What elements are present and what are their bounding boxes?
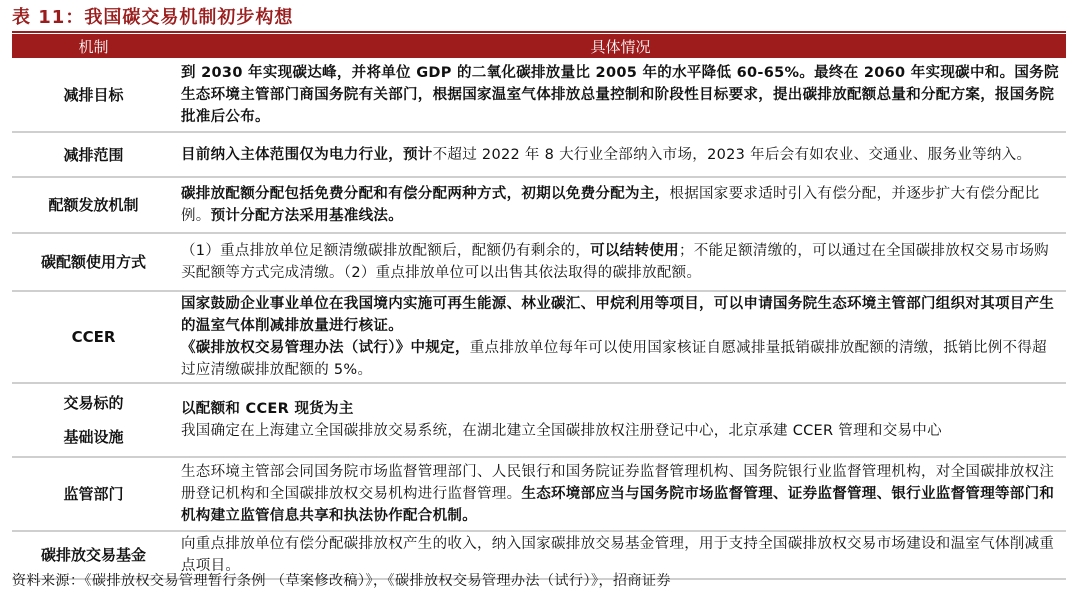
detail-cell [175,457,1066,531]
mechanism-cell: 减排范围 [12,132,175,177]
table-title: 表 11：我国碳交易机制初步构想 [12,7,294,28]
detail-text-segment: 向重点排放单位有偿分配碳排放权产生的收入，纳入国家碳排放交易基金管理，用于支持全国碳排放权交易市场建设和温室气体削减重点项目。 [181,536,1055,574]
detail-text-segment: 碳排放配额分配包括免费分配和有偿分配两种方式，初期以免费分配为主， [181,186,670,202]
detail-cell [175,177,1066,233]
mechanism-cell: 碳配额使用方式 [12,233,175,291]
source-note: 资料来源：《碳排放权交易管理暂行条例 （草案修改稿）》，《碳排放权交易管理办法（试行）》，招商证券 [12,573,671,589]
detail-text-segment: 生态环境主管部会同国务院市场监督管理部门、人民银行和国务院证券监督管理机构、国务院银行业监督管理机构，对全国碳排放权注册登记机构和全国碳排放权交易机构进行监督管理。 [181,464,1055,502]
detail-cell [175,383,1066,457]
mechanism-cell: CCER [12,291,175,383]
mechanism-cell: 碳排放交易基金 [12,531,175,579]
table-header-row [12,34,1066,58]
detail-text-segment: 《碳排放权交易管理办法（试行）》中规定， [181,340,470,356]
mechanism-cell: 监管部门 [12,457,175,531]
table-row [12,58,1066,132]
header-details: 具体情况 [175,34,1066,58]
title-divider [12,31,1066,33]
detail-text-segment: 以配额和 CCER 现货为主 [181,401,354,417]
detail-text-segment: 根据国家要求适时引入有偿分配，并逐步扩大有偿分配比例。 [181,186,1040,224]
header-mechanism: 机制 [12,34,175,58]
mechanism-cell: 配额发放机制 [12,177,175,233]
table-row [12,177,1066,233]
detail-text-segment: 预计分配方法采用基准线法。 [210,208,404,224]
detail-cell [175,291,1066,383]
mechanism-cell: 减排目标 [12,58,175,132]
detail-text-segment: 不超过 2022 年 8 大行业全部纳入市场，2023 年后会有如农业、交通业、服务业等纳入。 [432,146,1032,163]
table-row [12,291,1066,383]
carbon-trading-table [12,34,1066,580]
table-row [12,457,1066,531]
detail-cell [175,58,1066,132]
mechanism-cell: 交易标的 基础设施 [12,383,175,457]
detail-text-segment: 我国确定在上海建立全国碳排放交易系统，在湖北建立全国碳排放权注册登记中心，北京承建 CCER 管理和交易中心 [181,423,942,439]
detail-cell [175,233,1066,291]
table-row [12,233,1066,291]
detail-text-segment: 目前纳入主体范围仅为电力行业，预计 [181,146,433,163]
table-row [12,132,1066,177]
detail-cell [175,132,1066,177]
detail-text-segment: 重点排放单位每年可以使用国家核证自愿减排量抵销碳排放配额的清缴，抵销比例不得超过应清缴碳排放配额的 5%。 [181,340,1047,378]
detail-text-segment: ；不能足额清缴的，可以通过在全国碳排放权交易市场购买配额等方式完成清缴。（2）重点排放单位可以出售其依法取得的碳排放配额。 [181,243,1049,281]
detail-text-segment: 生态环境部应当与国务院市场监督管理、证券监督管理、银行业监督管理等部门和机构建立监管信息共享和执法协作配合机制。 [181,486,1055,524]
detail-text-segment: （1）重点排放单位足额清缴碳排放配额后，配额仍有剩余的， [181,243,591,259]
detail-text-segment: 国家鼓励企业事业单位在我国境内实施可再生能源、林业碳汇、甲烷利用等项目，可以申请国务院生态环境主管部门组织对其项目产生的温室气体削减排放量进行核证。 [181,296,1055,334]
table-row [12,383,1066,457]
detail-text-segment: 到 2030 年实现碳达峰，并将单位 GDP 的二氧化碳排放量比 2005 年的水平降低 60-65%。最终在 2060 年实现碳中和。国务院生态环境主管部门商国务院有关部门，根据国家温室气体排放总量控制和阶段性目标要求，提出碳排放配额总量和分配方案，报国务院批准后公布。 [181,64,1059,125]
detail-text-segment: 可以结转使用 [590,243,679,259]
